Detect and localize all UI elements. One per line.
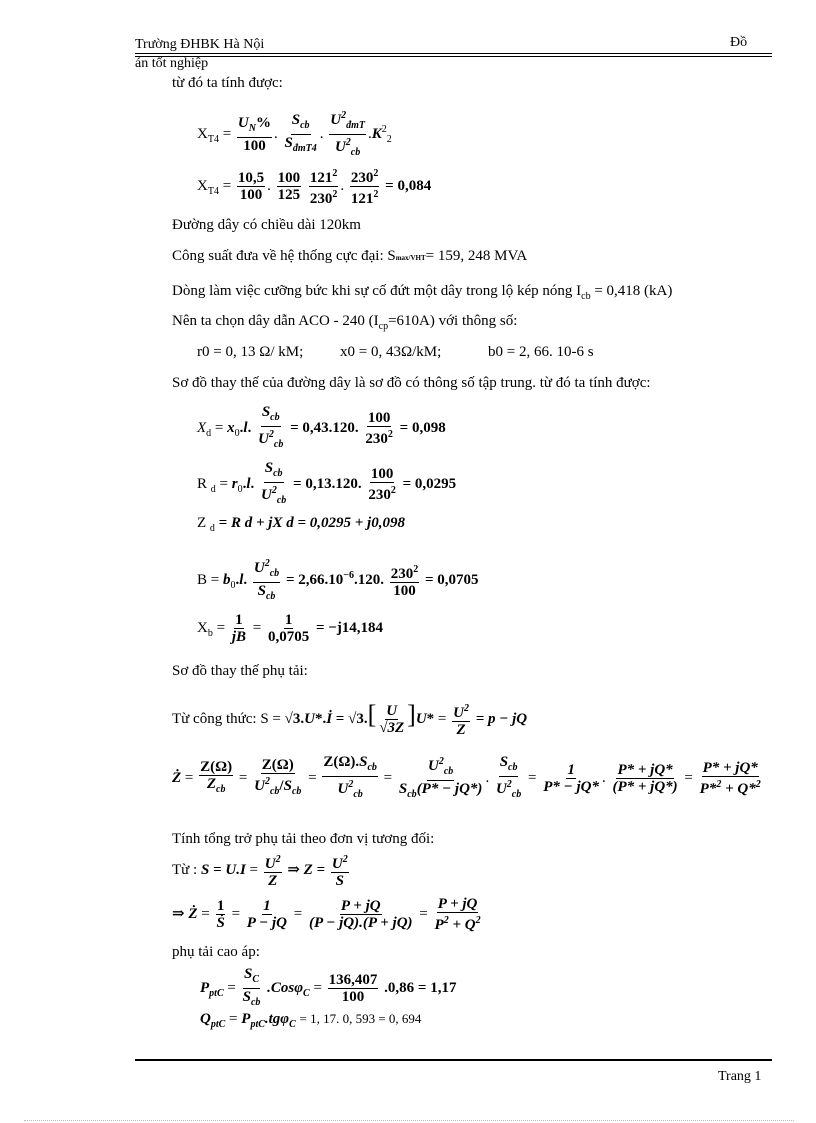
zd-formula: Z $_d$ = R d + jX d = 0,0295 + j0,098 [197,515,405,534]
relative-text: Tính tổng trở phụ tải theo đơn vị tương đối: [172,831,435,847]
pptc-formula: $P_{ptC}$ = $\frac{S_C}{S_{cb}}$ .Cosφ$_C$ = $\frac{136,407}{100}$ .0,86 = 1,17 [200,966,457,1008]
xt4-formula: $X_{T4}$ = $\frac{U_N\%}{100}$ . $\frac{S_{cb}}{S_{đmT4}}$ . $\frac{U^2_{đmT}}{U^2_{cb}}$ $.K^2_2$ [197,110,392,158]
intro-text: từ đó ta tính được: [172,75,283,91]
load-scheme-text: Sơ đồ thay thế phụ tải: [172,663,308,679]
power-line: Công suất đưa về hệ thống cực đại: Smax/VHT= 159, 248 MVA [172,248,528,264]
header-rule-top [135,53,772,54]
s-formula: Từ công thức: S = √3.U*.İ = √3.[ $\frac{U}{√3Z}$ ]U* = $\frac{U^2}{Z}$ = p − jQ [172,700,528,739]
rd-formula: R $_d = r_0.l$. $\frac{S_{cb}}{U^2_{cb}}$ = 0,13.120. $\frac{100}{230^2}$ = 0,0295 [197,460,457,506]
current-line: Dòng làm việc cưỡng bức khi sự cố đứt một dây trong lộ kép nóng $I_{cb} = 0,418$ (kA) [172,283,673,302]
xt4-numeric: $X_{T4}$ = $\frac{10,5}{100}$ . $\frac{100}{125}$ $\frac{121^2}{230^2}$ . $\frac{230^2}{121^2}$ = 0,084 [197,168,432,207]
scheme-text: Sơ đồ thay thế của đường dây là sơ đồ có thông số tập trung. từ đó ta tính được: [172,375,651,391]
header-title-part1: Đồ [730,35,748,50]
z-relative-formula: Ż = $\frac{Z(\Omega)}{Z_{cb}}$ = $\frac{Z(\Omega)}{U^2_{cb}/S_{cb}}$ = $\frac{Z(\Omega).S_{cb}}{U^2_{cb}}$ = $\frac{U^2_{cb}}{S_{cb}(P* - jQ*)}$ . $\frac{S_{cb}}{U^2_{cb}}$ = $\frac{1}{P* - jQ*}$ . $\frac{P* + jQ*}{(P* + jQ*)}$ = $\frac{P* + jQ*}{P*^2 + Q*^2}$ [172,754,761,800]
high-load-text: phụ tải cao áp: [172,944,260,960]
qptc-formula: $Q_{ptC} = P_{ptC}.tg\varphi_C = 1$, 17. 0, 593 = 0, 694 [200,1011,422,1030]
params-x: x0 = 0, 43Ω/kM; [340,344,442,360]
params-b: b0 = 2, 66. 10-6 s [488,344,594,360]
page-bottom-divider [24,1120,794,1121]
params-r: r0 = 0, 13 Ω/ kM; [197,344,304,360]
page-number: Trang 1 [718,1069,762,1084]
xb-formula: $X_b$ = $\frac{1}{jB}$ = $\frac{1}{0,0705}$ = −j14,184 [197,612,384,645]
line-length-text: Đường dây có chiều dài 120km [172,217,361,233]
choose-line: Nên ta chọn dây dẫn ACO - 240 $(I_{cp}=610A)$ với thông số: [172,313,518,332]
header-rule-bottom [135,56,772,57]
z-inverse-formula: ⇒ Ż = $\frac{1}{\text{Ṡ}}$ = $\frac{1}{P - jQ}$ = $\frac{P + jQ}{(P - jQ).(P + jQ)}$ = $\frac{P + jQ}{P^2 + Q^2}$ [172,896,481,933]
from-formula: Từ : S = U.I = $\frac{U^2}{Z}$ ⇒ Z = $\frac{U^2}{S}$ [172,854,348,889]
xd-formula: $X_d = x_0.l$. $\frac{S_{cb}}{U^2_{cb}}$ = 0,43.120. $\frac{100}{230^2}$ = 0,098 [197,404,446,450]
b-formula: $B = b_0.l$. $\frac{U^2_{cb}}{S_{cb}}$ = $2,66.10^{-6}.120$. $\frac{230^2}{100}$ = 0,0705 [197,558,479,602]
header-title-part2: án tốt nghiệp [135,56,209,71]
header-school: Trường ĐHBK Hà Nội [135,37,265,52]
footer-rule [135,1059,772,1061]
